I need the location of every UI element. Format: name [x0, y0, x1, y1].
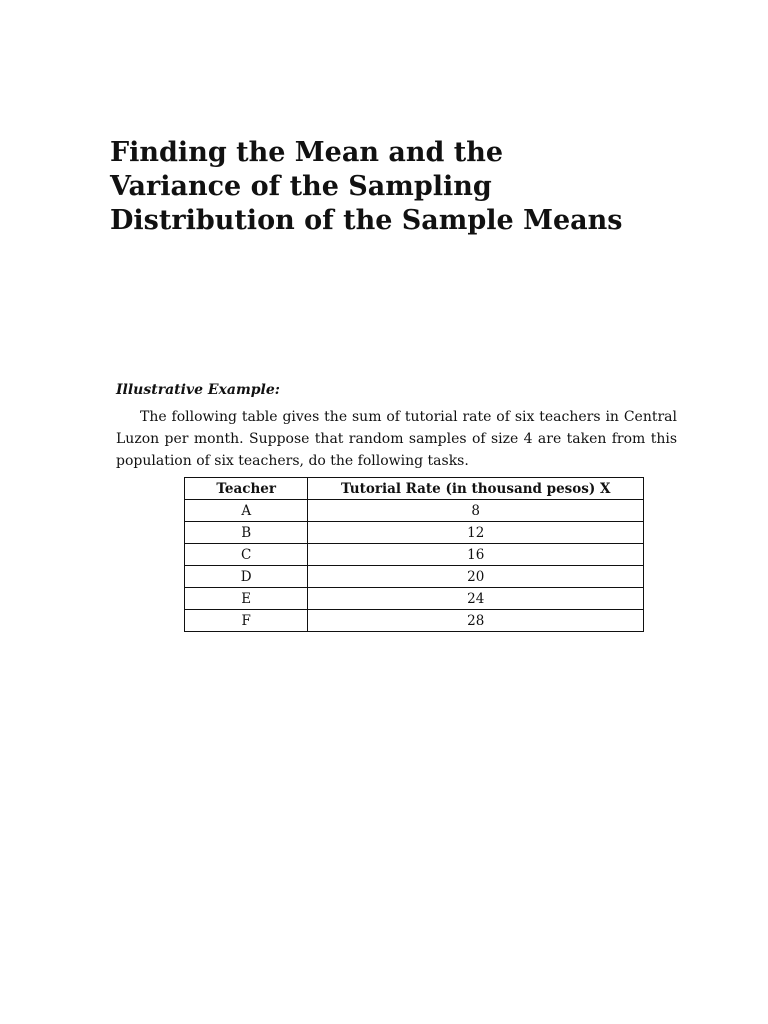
rate-cell: 12 — [308, 522, 644, 544]
table-row — [185, 610, 644, 632]
table-row — [185, 588, 644, 610]
rate-cell: 20 — [308, 566, 644, 588]
rate-cell: 16 — [308, 544, 644, 566]
table-row — [185, 544, 644, 566]
table-row — [185, 566, 644, 588]
intro-paragraph: The following table gives the sum of tutorial rate of six teachers in Central Luzon per month. Suppose that random samples of size 4 are taken from this population of six teachers, do the following tasks. — [116, 409, 677, 469]
data-table — [184, 477, 644, 632]
teacher-cell: A — [185, 500, 308, 522]
page-title: Finding the Mean and the Variance of the Sampling Distribution of the Sample Means — [110, 137, 623, 236]
table-header-row — [185, 478, 644, 500]
table-row — [185, 500, 644, 522]
header-teacher: Teacher — [185, 478, 308, 500]
header-tutorial-rate: Tutorial Rate (in thousand pesos) X — [308, 478, 644, 500]
teacher-cell: B — [185, 522, 308, 544]
table-row — [185, 522, 644, 544]
example-heading: Illustrative Example: — [116, 382, 280, 398]
teacher-cell: D — [185, 566, 308, 588]
rate-cell: 24 — [308, 588, 644, 610]
rate-cell: 8 — [308, 500, 644, 522]
rate-cell: 28 — [308, 610, 644, 632]
teacher-cell: C — [185, 544, 308, 566]
teacher-cell: E — [185, 588, 308, 610]
teacher-cell: F — [185, 610, 308, 632]
